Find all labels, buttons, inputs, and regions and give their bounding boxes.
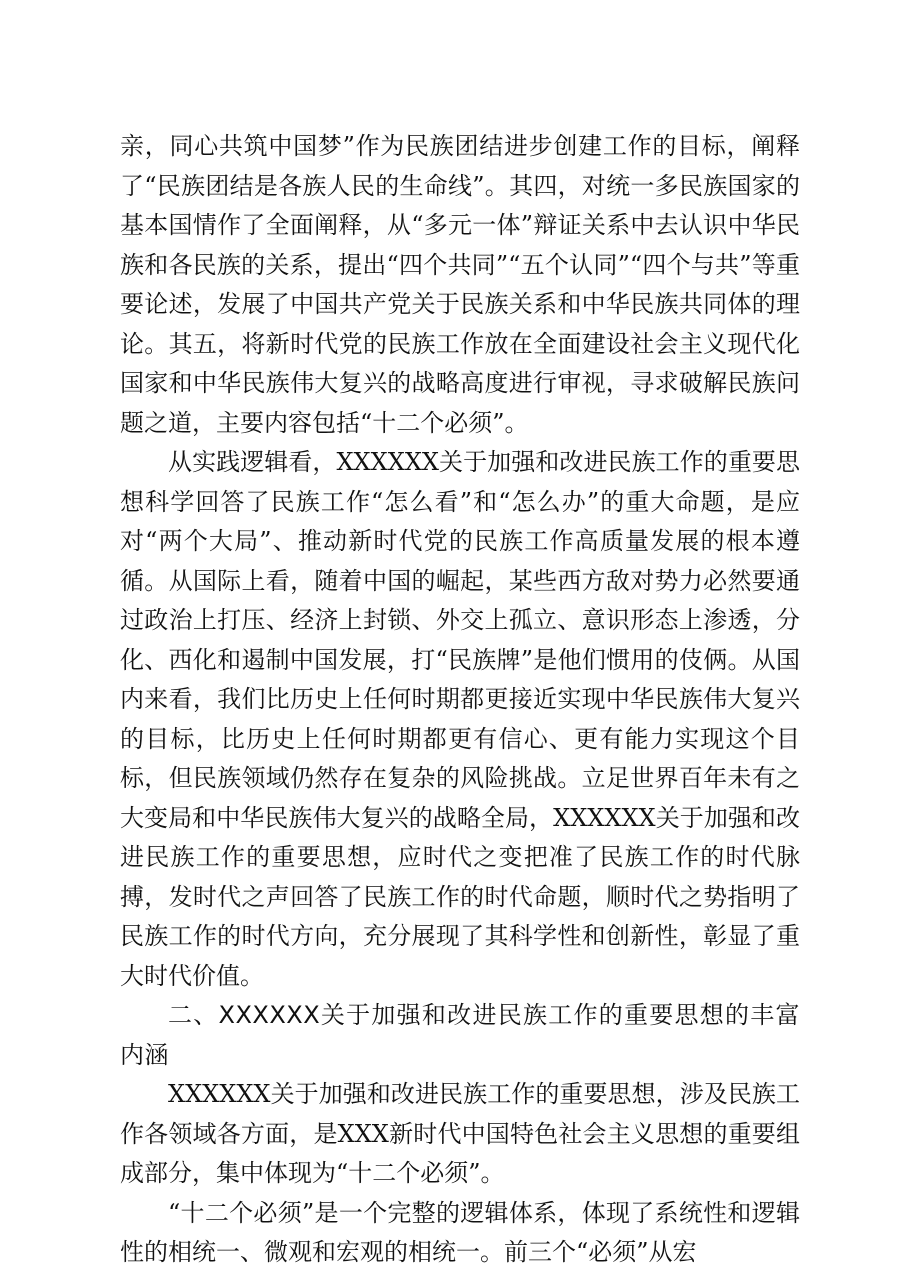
paragraph-twelve-musts-logic: “十二个必须”是一个完整的逻辑体系，体现了系统性和逻辑性的相统一、微观和宏观的相统一。前三个“必须”从宏 [120, 1198, 800, 1266]
document-body [120, 127, 800, 1273]
paragraph-twelve-musts-intro: XXXXXX关于加强和改进民族工作的重要思想，涉及民族工作各领域各方面，是XXX新时代中国特色社会主义思想的重要组成部分，集中体现为“十二个必须”。 [120, 1080, 800, 1187]
section-heading: 二、XXXXXX关于加强和改进民族工作的重要思想的丰富内涵 [120, 1001, 800, 1069]
paragraph-continuation: 亲，同心共筑中国梦”作为民族团结进步创建工作的目标，阐释了“民族团结是各族人民的生命线”。其四，对统一多民族国家的基本国情作了全面阐释，从“多元一体”辩证关系中去认识中华民族和各民族的关系，提出“四个共同”“五个认同”“四个与共”等重要论述，发展了中国共产党关于民族关系和中华民族共同体的理论。其五，将新时代党的民族工作放在全面建设社会主义现代化国家和中华民族伟大复兴的战略高度进行审视，寻求破解民族问题之道，主要内容包括“十二个必须”。 [120, 132, 800, 437]
paragraph-practice-logic: 从实践逻辑看，XXXXXX关于加强和改进民族工作的重要思想科学回答了民族工作“怎么看”和“怎么办”的重大命题，是应对“两个大局”、推动新时代党的民族工作高质量发展的根本遵循。从国际上看，随着中国的崛起，某些西方敌对势力必然要通过政治上打压、经济上封锁、外交上孤立、意识形态上渗透，分化、西化和遏制中国发展，打“民族牌”是他们惯用的伎俩。从国内来看，我们比历史上任何时期都更接近实现中华民族伟大复兴的目标，比历史上任何时期都更有信心、更有能力实现这个目标，但民族领域仍然存在复杂的风险挑战。立足世界百年未有之大变局和中华民族伟大复兴的战略全局，XXXXXX关于加强和改进民族工作的重要思想，应时代之变把准了民族工作的时代脉搏，发时代之声回答了民族工作的时代命题，顺时代之势指明了民族工作的时代方向，充分展现了其科学性和创新性，彰显了重大时代价值。 [120, 448, 800, 990]
